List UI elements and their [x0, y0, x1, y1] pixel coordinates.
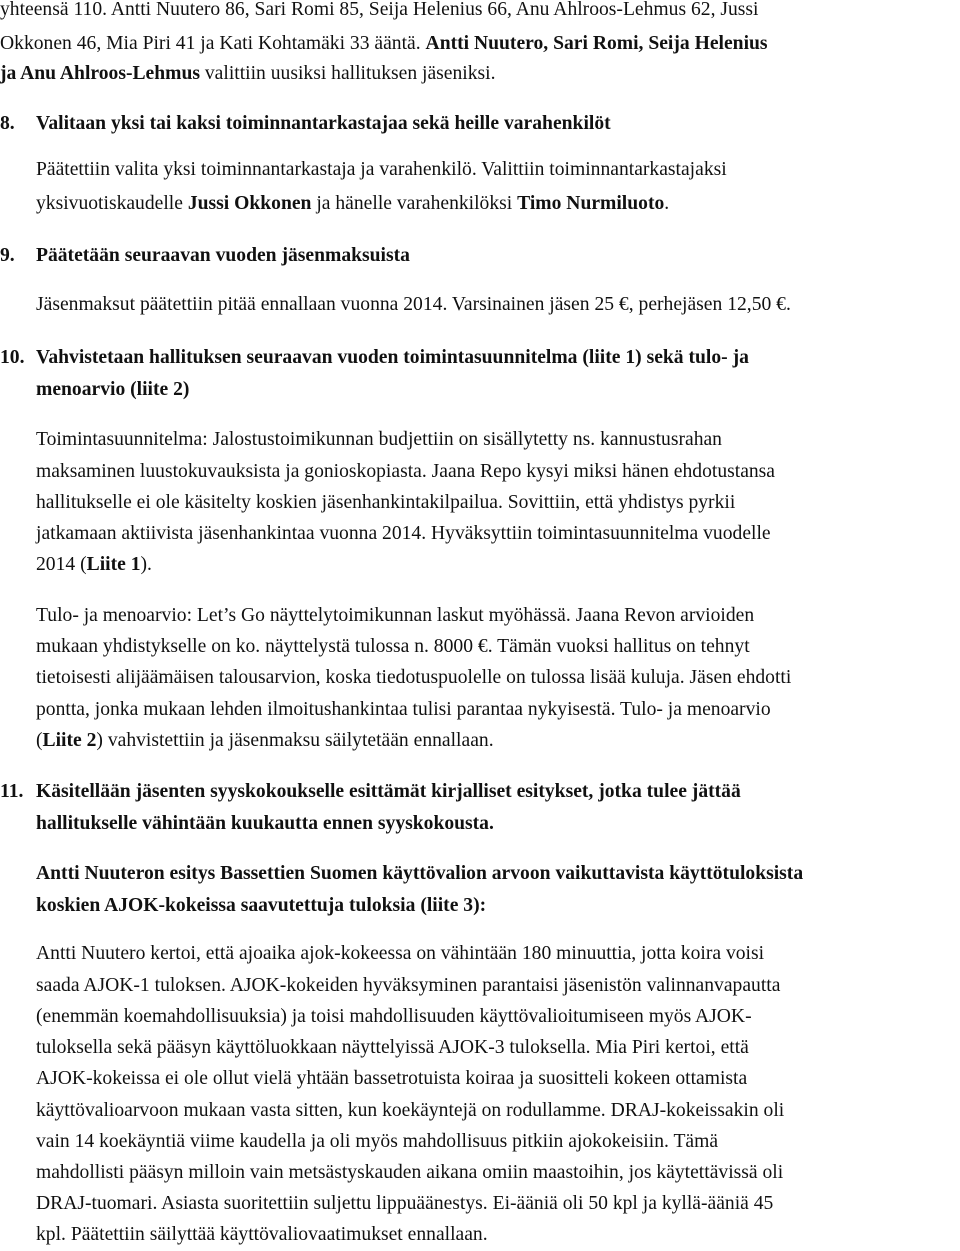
paragraph-line: mukaan yhdistykselle on ko. näyttelystä tulossa n. 8000 €. Tämän vuoksi hallitus on tehnyt	[36, 636, 750, 657]
section-heading: Vahvistetaan hallituksen seuraavan vuoden toimintasuunnitelma (liite 1) sekä tulo- ja	[36, 347, 749, 368]
bold-names: Antti Nuutero, Sari Romi, Seija Helenius	[425, 33, 768, 54]
paragraph-line: Antti Nuutero kertoi, että ajoaika ajok-kokeessa on vähintään 180 minuuttia, jotta koira voisi	[36, 943, 765, 964]
paragraph-line: Jäsenmaksut päätettiin pitää ennallaan vuonna 2014. Varsinainen jäsen 25 €, perhejäsen 12,50 €.	[36, 294, 791, 315]
paragraph-line: DRAJ-tuomari. Asiasta suoritettiin suljettu lippuäänestys. Ei-ääniä oli 50 kpl ja kyllä-ääniä 45	[36, 1193, 774, 1214]
paragraph-line: 2014 (Liite 1).	[36, 554, 152, 575]
paragraph-line: mahdollisti pääsyn milloin vain metsästyskauden aikana omiin maastoihin, jos käytettävissä oli	[36, 1162, 784, 1183]
paragraph-line: hallitukselle ei ole käsitelty koskien jäsenhankintakilpailua. Sovittiin, että yhdistys pyrkii	[36, 492, 736, 513]
section-heading: Valitaan yksi tai kaksi toiminnantarkastajaa sekä heille varahenkilöt	[36, 113, 611, 134]
paragraph-line: kpl. Päätettiin säilyttää käyttövaliovaatimukset ennallaan.	[36, 1224, 488, 1245]
section-heading: menoarvio (liite 2)	[36, 379, 190, 400]
paragraph-line: vain 14 koekäyntiä viime kaudella ja oli myös mahdollisuus pitkiin ajokokeisiin. Tämä	[36, 1131, 719, 1152]
section-number: 11.	[0, 781, 24, 802]
paragraph-line: Päätettiin valita yksi toiminnantarkastaja ja varahenkilö. Valittiin toiminnantarkastajaksi	[36, 159, 727, 180]
bold-names: ja Anu Ahlroos-Lehmus	[0, 63, 200, 84]
paragraph-line: yksivuotiskaudelle Jussi Okkonen ja hänelle varahenkilöksi Timo Nurmiluoto.	[36, 193, 670, 214]
section-heading: Käsitellään jäsenten syyskokoukselle esittämät kirjalliset esitykset, jotka tulee jättää	[36, 781, 741, 802]
paragraph-line: saada AJOK-1 tuloksen. AJOK-kokeiden hyväksyminen parantaisi jäsenistön valinnanvapautta	[36, 975, 781, 996]
subheading: koskien AJOK-kokeissa saavutettuja tuloksia (liite 3):	[36, 895, 487, 916]
section-number: 10.	[0, 347, 25, 368]
text-line: Okkonen 46, Mia Piri 41 ja Kati Kohtamäki 33 ääntä. Antti Nuutero, Sari Romi, Seija Helenius	[0, 33, 768, 54]
section-heading: Päätetään seuraavan vuoden jäsenmaksuista	[36, 245, 410, 266]
paragraph-line: pontta, jonka mukaan lehden ilmoitushankintaa tulisi parantaa nykyisestä. Tulo- ja menoarvio	[36, 699, 771, 720]
paragraph-line: (Liite 2) vahvistettiin ja jäsenmaksu säilytetään ennallaan.	[36, 730, 494, 751]
paragraph-line: Toimintasuunnitelma: Jalostustoimikunnan budjettiin on sisällytetty ns. kannustusrahan	[36, 429, 722, 450]
paragraph-line: jatkamaan aktiivista jäsenhankintaa vuonna 2014. Hyväksyttiin toimintasuunnitelma vuodelle	[36, 523, 771, 544]
paragraph-line: (enemmän koemahdollisuuksia) ja toisi mahdollisuuden käyttövalioitumiseen myös AJOK-	[36, 1006, 752, 1027]
paragraph-line: Tulo- ja menoarvio: Let’s Go näyttelytoimikunnan laskut myöhässä. Jaana Revon arvioiden	[36, 605, 755, 626]
subheading: Antti Nuuteron esitys Bassettien Suomen käyttövalion arvoon vaikuttavista käyttötuloksista	[36, 863, 804, 884]
section-number: 8.	[0, 113, 15, 134]
paragraph-line: AJOK-kokeissa ei ole ollut vielä yhtään bassetrotuista koiraa ja suositteli kokeen ottamista	[36, 1068, 748, 1089]
section-number: 9.	[0, 245, 15, 266]
text-line: yhteensä 110. Antti Nuutero 86, Sari Romi 85, Seija Helenius 66, Anu Ahlroos-Lehmus 62, Jussi	[0, 0, 759, 20]
paragraph-line: tietoisesti alijäämäisen talousarvion, koska tiedotuspuolelle on tulossa lisää kuluja. Jäsen ehdotti	[36, 667, 792, 688]
text-line: ja Anu Ahlroos-Lehmus valittiin uusiksi hallituksen jäseniksi.	[0, 63, 496, 84]
paragraph-line: tuloksella sekä pääsyn käyttöluokkaan näyttelyissä AJOK-3 tuloksella. Mia Piri kertoi, että	[36, 1037, 749, 1058]
paragraph-line: käyttövalioarvoon mukaan vasta sitten, kun koekäyntejä on rodullamme. DRAJ-kokeissakin oli	[36, 1100, 785, 1121]
section-heading: hallitukselle vähintään kuukautta ennen syyskokousta.	[36, 813, 494, 834]
paragraph-line: maksaminen luustokuvauksista ja gonioskopiasta. Jaana Repo kysyi miksi hänen ehdotustansa	[36, 461, 776, 482]
